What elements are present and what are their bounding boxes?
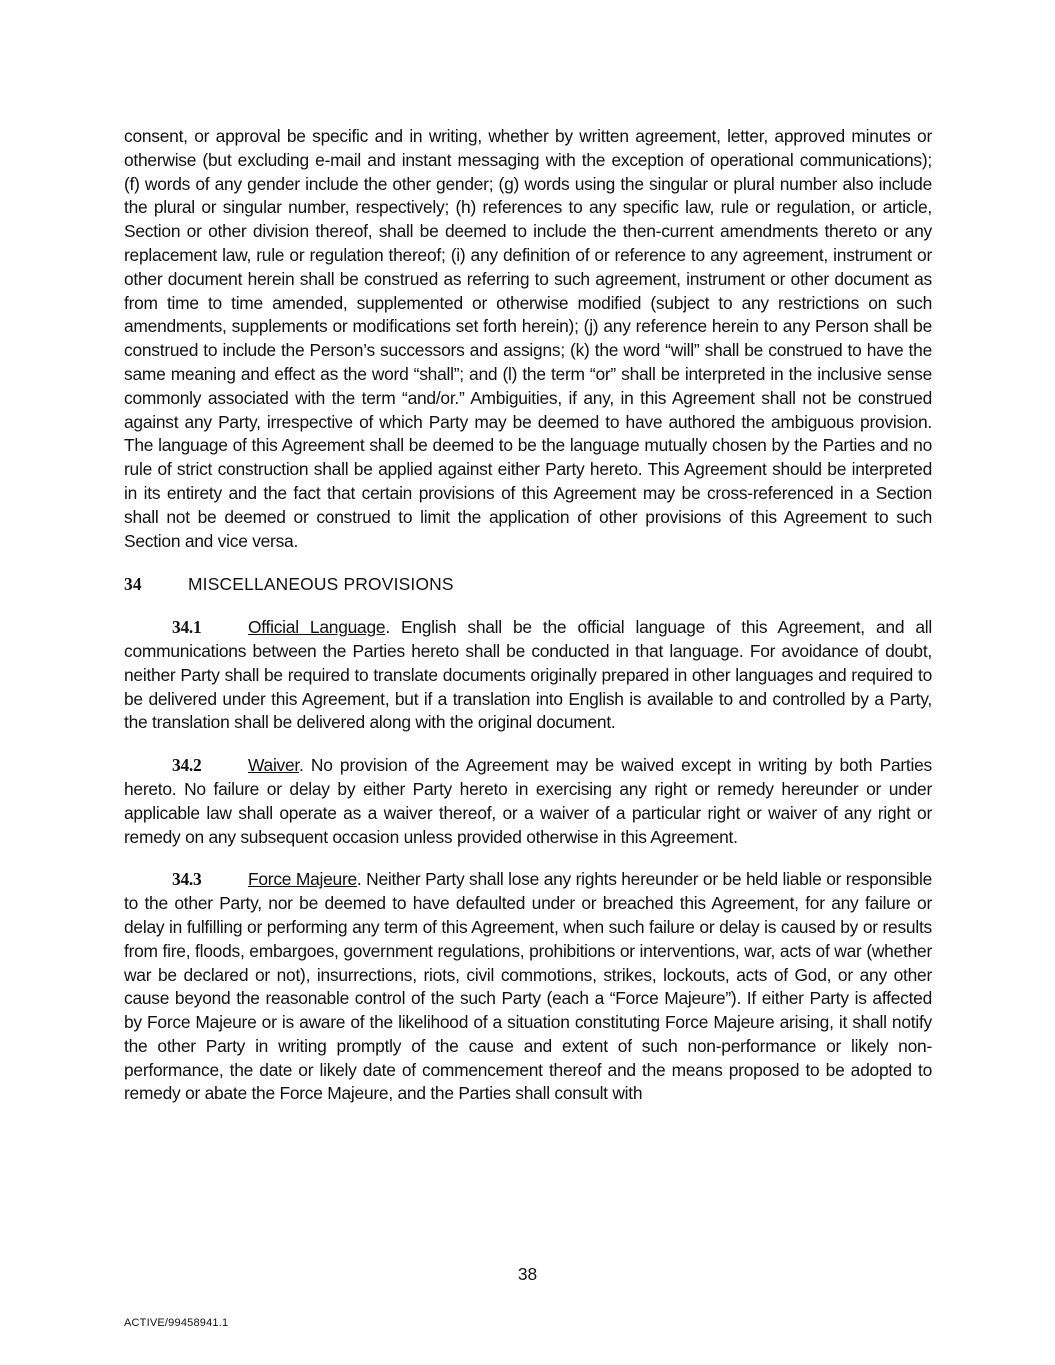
subsection-force-majeure	[124, 868, 932, 1106]
page-number: 38	[517, 1264, 538, 1284]
document-body	[124, 125, 932, 1125]
subsection-title: Official Language	[248, 617, 386, 638]
subsection-text: . No provision of the Agreement may be waived except in writing by both Parties hereto. No failure or delay by either Party hereto in exercising any right or remedy hereunder or under applicable law shall operate as a waiver thereof, or a waiver of a particular right or waiver of any right or remedy on any subsequent occasion unless provided otherwise in this Agreement.	[124, 755, 932, 847]
section-heading-title: MISCELLANEOUS PROVISIONS	[188, 574, 454, 595]
subsection-number: 34.1	[172, 617, 202, 638]
section-heading	[124, 573, 932, 597]
intro-paragraph: consent, or approval be specific and in writing, whether by written agreement, letter, approved minutes or otherwise (but excluding e-mail and instant messaging with the exception of operational communications); (f) words of any gender include the other gender; (g) words using the singular or plural number also include the plural or singular number, respectively; (h) references to any specific law, rule or regulation, or article, Section or other division thereof, shall be deemed to include the then-current amendments thereto or any replacement law, rule or regulation thereof; (i) any definition of or reference to any agreement, instrument or other document herein shall be construed as referring to such agreement, instrument or other document as from time to time amended, supplemented or otherwise modified (subject to any restrictions on such amendments, supplements or modifications set forth herein); (j) any reference herein to any Person shall be construed to include the Person’s successors and assigns; (k) the word “will” shall be construed to have the same meaning and effect as the word “shall”; and (l) the term “or” shall be interpreted in the inclusive sense commonly associated with the term “and/or.” Ambiguities, if any, in this Agreement shall not be construed against any Party, irrespective of which Party may be deemed to have authored the ambiguous provision. The language of this Agreement shall be deemed to be the language mutually chosen by the Parties and no rule of strict construction shall be applied against either Party hereto. This Agreement should be interpreted in its entirety and the fact that certain provisions of this Agreement may be cross-referenced in a Section shall not be deemed or construed to limit the application of other provisions of this Agreement to such Section and vice versa.	[124, 126, 932, 551]
section-heading-number: 34	[124, 574, 142, 595]
subsection-number: 34.3	[172, 869, 202, 890]
subsection-waiver	[124, 754, 932, 849]
subsection-number: 34.2	[172, 755, 202, 776]
subsection-title: Waiver	[248, 755, 300, 776]
document-id: ACTIVE/99458941.1	[124, 1317, 229, 1329]
subsection-text: . English shall be the official language of this Agreement, and all communications between the Parties hereto shall be conducted in that language. For avoidance of doubt, neither Party shall be required to translate documents originally prepared in other languages and required to be delivered under this Agreement, but if a translation into English is available to and controlled by a Party, the translation shall be delivered along with the original document.	[124, 617, 932, 733]
subsection-title: Force Majeure	[248, 869, 357, 890]
subsection-official-language	[124, 616, 932, 735]
subsection-text: . Neither Party shall lose any rights hereunder or be held liable or responsible to the other Party, nor be deemed to have defaulted under or breached this Agreement, for any failure or delay in fulfilling or performing any term of this Agreement, when such failure or delay is caused by or results from fire, floods, embargoes, government regulations, prohibitions or interventions, war, acts of war (whether war be declared or not), insurrections, riots, civil commotions, strikes, lockouts, acts of God, or any other cause beyond the reasonable control of the such Party (each a “Force Majeure”). If either Party is affected by Force Majeure or is aware of the likelihood of a situation constituting Force Majeure arising, it shall notify the other Party in writing promptly of the cause and extent of such non-performance or likely non-performance, the date or likely date of commencement thereof and the means proposed to be adopted to remedy or abate the Force Majeure, and the Parties shall consult with	[124, 869, 932, 1104]
